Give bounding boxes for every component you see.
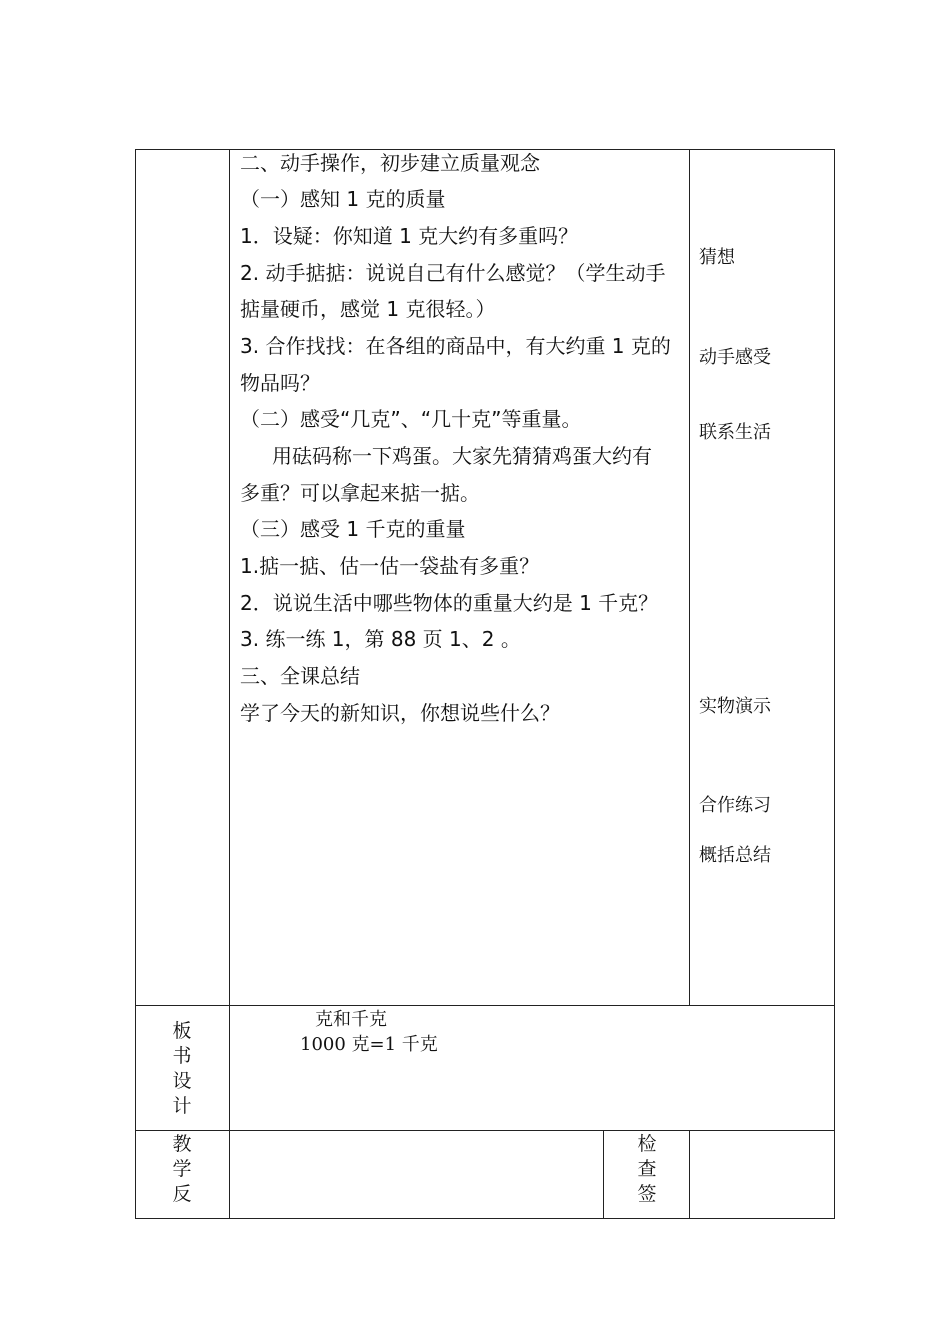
note-guess: 猜想 (699, 247, 735, 268)
row-divider-reflection (135, 1130, 835, 1131)
column-divider-notes (689, 149, 690, 1006)
label-char: 学 (172, 1158, 192, 1180)
row-divider-board (135, 1005, 835, 1006)
note-summary: 概括总结 (699, 845, 771, 866)
content-line: （二）感受“几克”、“几十克”等重量。 (240, 407, 582, 431)
label-char: 检 (637, 1133, 657, 1155)
content-line: 1.掂一掂、估一估一袋盐有多重？ (240, 554, 540, 578)
board-formula: 1000 克=1 千克 (300, 1034, 438, 1055)
table-right-border (834, 149, 835, 1219)
content-line: 用砝码称一下鸡蛋。大家先猜猜鸡蛋大约有 (272, 444, 652, 468)
label-char: 签 (637, 1183, 657, 1205)
label-char: 查 (637, 1158, 657, 1180)
content-line: （一）感知 1 克的质量 (240, 187, 446, 211)
label-char: 计 (172, 1095, 192, 1117)
column-divider-check-right (689, 1130, 690, 1219)
content-line: 1．设疑：你知道 1 克大约有多重吗？ (240, 224, 579, 248)
note-practice: 合作练习 (699, 795, 771, 816)
content-line: 2．说说生活中哪些物体的重量大约是 1 千克？ (240, 591, 659, 615)
content-line: 学了今天的新知识，你想说些什么？ (240, 701, 560, 725)
column-divider-label (229, 149, 230, 1219)
content-line: 物品吗？ (240, 371, 320, 395)
label-char: 设 (172, 1070, 192, 1092)
label-char: 书 (172, 1045, 192, 1067)
reflection-label (167, 1132, 197, 1207)
label-char: 反 (172, 1183, 192, 1205)
note-hands-on: 动手感受 (699, 347, 771, 368)
content-line: 三、全课总结 (240, 664, 360, 688)
label-char: 教 (172, 1133, 192, 1155)
note-life: 联系生活 (699, 422, 771, 443)
column-divider-check-left (603, 1130, 604, 1219)
table-left-border (135, 149, 136, 1219)
content-line: 二、动手操作，初步建立质量观念 (240, 151, 540, 175)
table-top-border (135, 149, 835, 150)
board-design-label (167, 1019, 197, 1119)
note-demo: 实物演示 (699, 696, 771, 717)
table-bottom-border (135, 1218, 835, 1219)
content-line: 3. 合作找找：在各组的商品中，有大约重 1 克的 (240, 334, 671, 358)
content-line: 3. 练一练 1，第 88 页 1、2 。 (240, 627, 521, 651)
content-line: （三）感受 1 千克的重量 (240, 517, 466, 541)
content-line: 2. 动手掂掂：说说自己有什么感觉？（学生动手 (240, 261, 666, 285)
content-line: 多重？可以拿起来掂一掂。 (240, 481, 480, 505)
label-char: 板 (172, 1020, 192, 1042)
check-sign-label (632, 1132, 662, 1207)
board-title: 克和千克 (315, 1009, 387, 1030)
content-line: 掂量硬币，感觉 1 克很轻。） (240, 297, 496, 321)
